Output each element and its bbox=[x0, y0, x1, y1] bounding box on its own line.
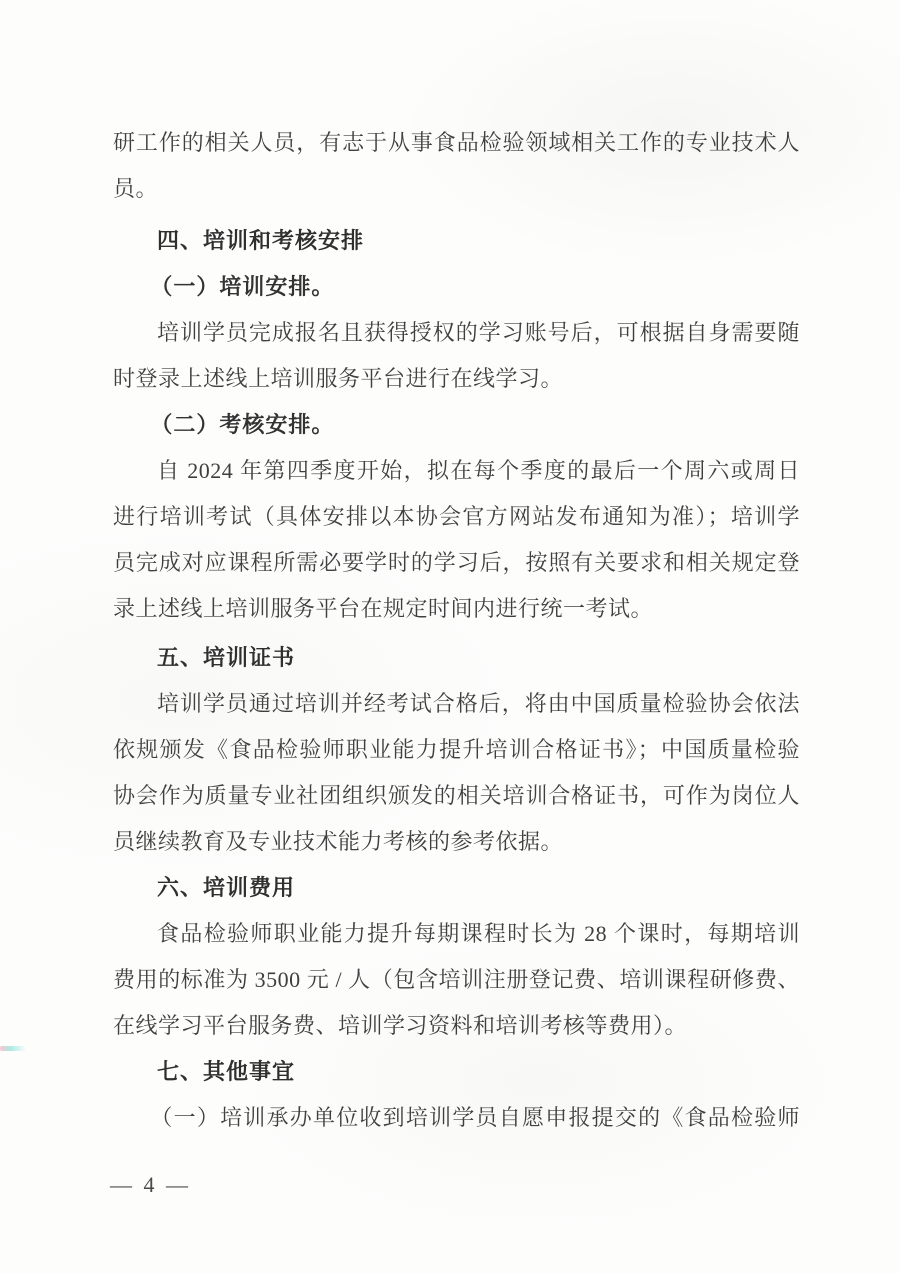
section-heading-7: 七、其他事宜 bbox=[157, 1059, 296, 1084]
doc-line: 食品检验师职业能力提升每期课程时长为 28 个课时，每期培训 bbox=[157, 921, 800, 946]
doc-line: 协会作为质量专业社团组织颁发的相关培训合格证书，可作为岗位人 bbox=[113, 783, 800, 808]
section-heading-5: 五、培训证书 bbox=[157, 645, 296, 670]
page-number: — 4 — bbox=[110, 1172, 191, 1197]
doc-line: 培训学员通过培训并经考试合格后，将由中国质量检验协会依法 bbox=[157, 691, 800, 716]
section-heading-4: 四、培训和考核安排 bbox=[157, 228, 365, 253]
doc-line: 时登录上述线上培训服务平台进行在线学习。 bbox=[113, 366, 564, 391]
doc-line: 员完成对应课程所需必要学时的学习后，按照有关要求和相关规定登 bbox=[113, 550, 800, 575]
doc-line: （一）培训承办单位收到培训学员自愿申报提交的《食品检验师 bbox=[150, 1105, 800, 1130]
doc-line: 费用的标准为 3500 元 / 人（包含培训注册登记费、培训课程研修费、 bbox=[113, 967, 800, 992]
section-heading-6: 六、培训费用 bbox=[157, 875, 296, 900]
doc-line: 培训学员完成报名且获得授权的学习账号后，可根据自身需要随 bbox=[157, 320, 800, 345]
doc-line: 员继续教育及专业技术能力考核的参考依据。 bbox=[113, 829, 564, 854]
subsection-heading-4-1: （一）培训安排。 bbox=[150, 274, 335, 299]
doc-line: 在线学习平台服务费、培训学习资料和培训考核等费用）。 bbox=[113, 1013, 688, 1038]
doc-line: 依规颁发《食品检验师职业能力提升培训合格证书》；中国质量检验 bbox=[113, 737, 800, 762]
doc-line: 员。 bbox=[113, 176, 159, 201]
doc-line: 研工作的相关人员，有志于从事食品检验领域相关工作的专业技术人 bbox=[113, 130, 800, 155]
doc-line: 进行培训考试（具体安排以本协会官方网站发布通知为准）；培训学 bbox=[113, 504, 800, 529]
doc-line: 录上述线上培训服务平台在规定时间内进行统一考试。 bbox=[113, 596, 654, 621]
doc-line: 自 2024 年第四季度开始，拟在每个季度的最后一个周六或周日 bbox=[157, 458, 800, 483]
subsection-heading-4-2: （二）考核安排。 bbox=[150, 412, 335, 437]
